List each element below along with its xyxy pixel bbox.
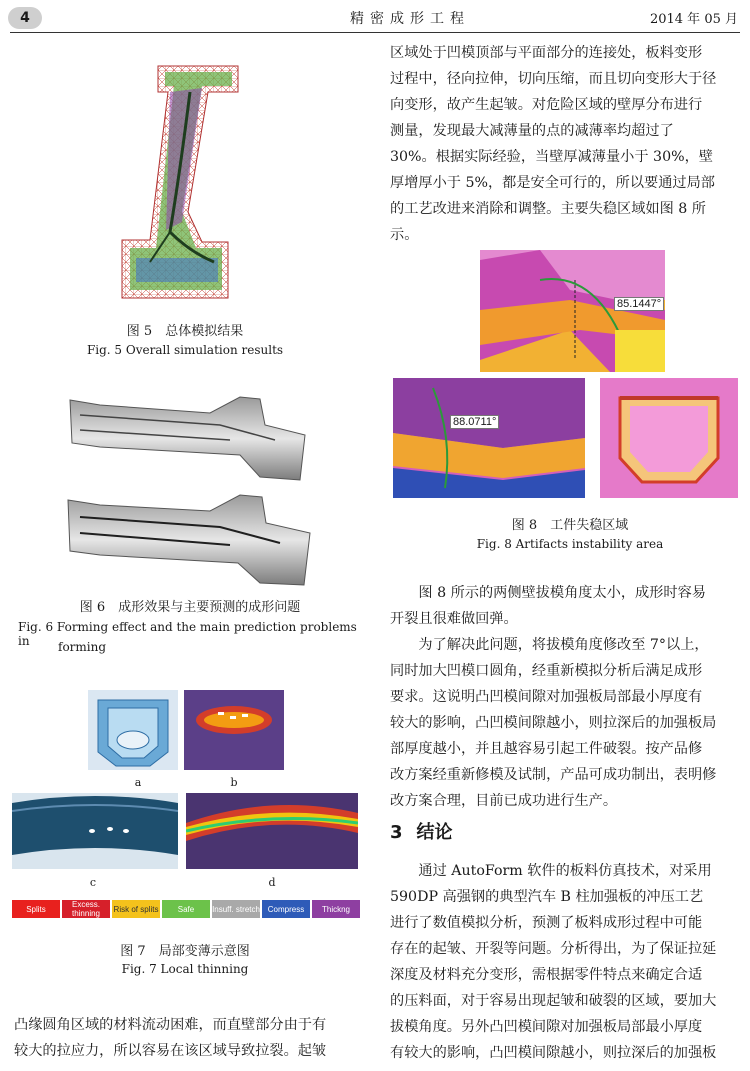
fig5-caption-cn: 图 5 总体模拟结果 [126,324,244,339]
right-column-text-top [390,40,740,248]
text-line: 的压料面，对于容易出现起皱和破裂的区域，要加大 [390,993,717,1009]
text-line: 深度及材料充分变形，需根据零件特点来确定合适 [390,967,703,983]
fig6-formed-parts [60,385,330,595]
text-line: 部厚度越小，并且越容易引起工件破裂。按产品修 [390,741,703,757]
fig8-left-image [393,378,585,498]
text-line: 同时加大凹模口圆角，经重新模拟分析后满足成形 [390,663,703,679]
legend-excess-thinning: Excess. thinning [62,900,110,918]
text-line: 有较大的影响，凸凹模间隙越小，则拉深后的加强板 [390,1045,717,1061]
conclusion-text [390,858,740,1066]
fig5-caption-en: Fig. 5 Overall simulation results [86,343,284,357]
left-column-text [14,1012,364,1064]
fig6-image [60,385,330,595]
journal-title: 精密成形工程 [350,11,470,27]
text-line: 为了解决此问题，将拔模角度修改至 7°以上， [390,637,709,653]
fig8-left-closeup [393,378,585,498]
fig7b-thickness-map [184,690,284,770]
section-heading [390,818,453,844]
text-line: 30%。根据实际经验，当壁厚减薄量小于 30%，壁 [390,149,713,165]
legend-safe: Safe [162,900,210,918]
fig7c-label: c [89,876,97,889]
fig7b-label: b [230,776,238,789]
fig5-simulation-mesh [110,62,260,312]
fig8-caption-cn: 图 8 工件失稳区域 [511,518,629,533]
issue-date: 2014 年 05 月 [649,12,738,27]
header-rule [10,32,740,33]
fig7-caption-en: Fig. 7 Local thinning [121,962,249,976]
fig7b-image [184,690,284,770]
legend-splits: Splits [12,900,60,918]
text-line: 示。 [390,227,419,243]
fig8-right-image [600,378,738,498]
fig7d-label: d [268,876,276,889]
fig7a-label: a [134,776,142,789]
text-line: 区域处于凹模顶部与平面部分的连接处，板料变形 [390,45,703,61]
text-line: 存在的起皱、开裂等问题。分析得出，为了保证拉延 [390,941,717,957]
text-line: 开裂且很难做回弹。 [390,611,518,627]
text-line: 通过 AutoForm 软件的板料仿真技术，对采用 [390,863,712,879]
text-line: 厚增厚小于 5%，都是安全可行的，所以要通过局部 [390,175,715,191]
right-column-text-mid [390,580,740,814]
fig8-right-overview [600,378,738,498]
text-line: 拔模角度。另外凸凹模间隙对加强板局部最小厚度 [390,1019,703,1035]
fig5-image [110,62,260,312]
text-line: 较大的拉应力，所以容易在该区域导致拉裂。起皱 [14,1043,327,1059]
fig8-caption-en: Fig. 8 Artifacts instability area [476,537,664,551]
text-line: 590DP 高强钢的典型汽车 B 柱加强板的冲压工艺 [390,889,704,905]
fig8-angle-left: 88.0711° [450,415,499,429]
fig7a-part-view [88,690,178,770]
legend-insufficient-stretch: Insuff. stretch [212,900,260,918]
fig7d-thinning-map [186,793,358,869]
legend-risk-of-splits: Risk of splits [112,900,160,918]
text-line: 过程中，径向拉伸，切向压缩，而且切向变形大于径 [390,71,717,87]
fig8-angle-top: 85.1447° [614,297,664,311]
fig7d-image [186,793,358,869]
page-number: 4 [8,7,42,29]
fig6-caption-en-line1: Fig. 6 Forming effect and the main prediction problems in [18,620,357,648]
fig6-caption-en-line2: forming [58,640,107,654]
fig7c-image [12,793,178,869]
text-line: 向变形，故产生起皱。对危险区域的壁厚分布进行 [390,97,703,113]
fig7c-part-closeup [12,793,178,869]
text-line: 进行了数值模拟分析，预测了板料成形过程中可能 [390,915,703,931]
text-line: 测量，发现最大减薄量的点的减薄率均超过了 [390,123,674,139]
page-header [0,0,750,34]
text-line: 改方案合理，目前已成功进行生产。 [390,793,618,809]
fig7a-image [88,690,178,770]
legend-compress: Compress [262,900,310,918]
section-number: 3 [390,822,403,843]
fig8-top-closeup [480,250,665,372]
legend-thickening: Thickng [312,900,360,918]
fig6-caption-cn: 图 6 成形效果与主要预测的成形问题 [79,600,301,615]
text-line: 要求。这说明凸凹模间隙对加强板局部最小厚度有 [390,689,703,705]
fig7-legend [12,900,360,918]
text-line: 的工艺改进来消除和调整。主要失稳区域如图 8 所 [390,201,706,217]
text-line: 图 8 所示的两侧壁拔模角度太小，成形时容易 [390,585,706,601]
text-line: 改方案经重新修模及试制，产品可成功制出，表明修 [390,767,717,783]
text-line: 较大的影响，凸凹模间隙越小，则拉深后的加强板局 [390,715,717,731]
fig7-caption-cn: 图 7 局部变薄示意图 [120,944,250,959]
text-line: 凸缘圆角区域的材料流动困难，而直壁部分由于有 [14,1017,327,1033]
fig8-top-image [480,250,665,372]
section-title: 结论 [416,822,453,843]
